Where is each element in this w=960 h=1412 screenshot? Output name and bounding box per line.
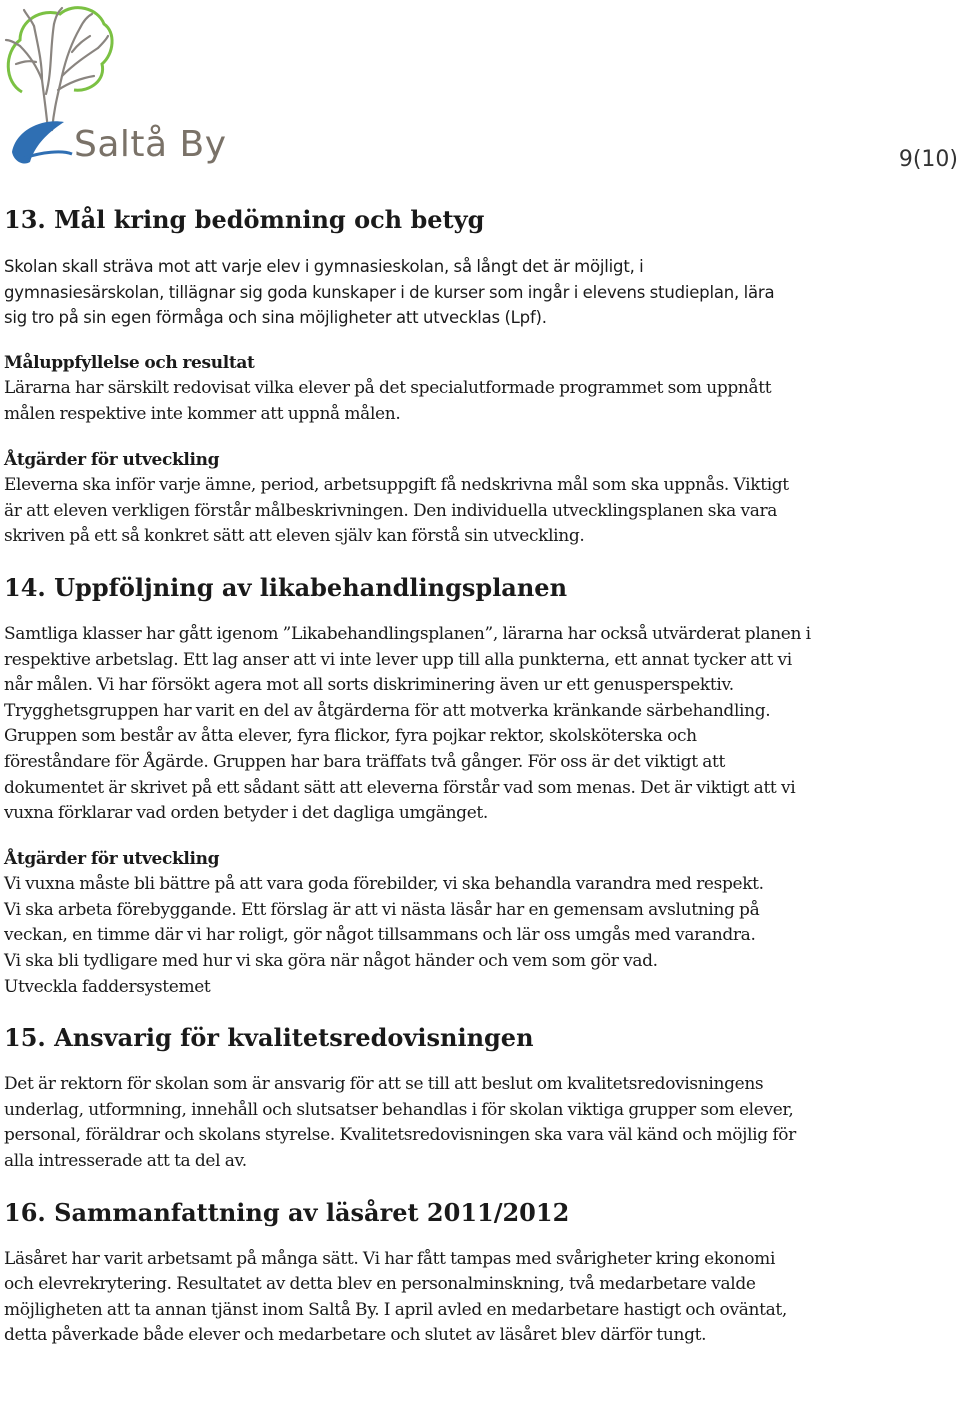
section-16-body [4, 1247, 952, 1349]
subheading-actions: Åtgärder för utveckling [4, 848, 220, 869]
text-line: dokumentet är skrivet på ett sådant sätt att eleverna förstår vad som menas. Det är viktigt att vi [4, 777, 796, 798]
section-heading-15: 15. Ansvarig för kvalitetsredovisningen [4, 1023, 534, 1053]
saltaby-logo [2, 2, 227, 174]
text-line: föreståndare för Ågärde. Gruppen har bara träffats två gånger. För oss är det viktigt att [4, 751, 725, 772]
section-heading-14: 14. Uppföljning av likabehandlingsplanen [4, 572, 568, 602]
text-line: vuxna förklarar vad orden betyder i det dagliga umgänget. [4, 803, 488, 824]
text-line: gymnasiesärskolan, tillägnar sig goda kunskaper i de kurser som ingår i elevens studieplan, lära [4, 282, 775, 302]
section-heading-13: 13. Mål kring bedömning och betyg [4, 205, 485, 234]
text-line: Vi ska bli tydligare med hur vi ska göra när något händer och vem som gör vad. [4, 951, 658, 972]
section-heading-16: 16. Sammanfattning av läsåret 2011/2012 [4, 1197, 570, 1227]
text-line: veckan, en timme där vi har roligt, gör något tillsammans och lär oss umgås med varandra. [4, 925, 756, 946]
text-line: är att eleven verkligen förstår målbeskrivningen. Den individuella utvecklingsplanen ska vara [4, 500, 778, 521]
text-line: Vi vuxna måste bli bättre på att vara goda förebilder, vi ska behandla varandra med respekt. [4, 874, 764, 895]
text-line: Läsåret har varit arbetsamt på många sätt. Vi har fått tampas med svårigheter kring ekonomi [4, 1248, 776, 1269]
section-14-actions [4, 847, 952, 1001]
text-line: alla intresserade att ta del av. [4, 1151, 247, 1172]
logo-wordmark: Saltå By [74, 124, 227, 165]
text-line: Eleverna ska inför varje ämne, period, arbetsuppgift få nedskrivna mål som ska uppnås. Viktigt [4, 475, 789, 496]
text-line: Utveckla faddersystemet [4, 976, 211, 997]
text-line: Trygghetsgruppen har varit en del av åtgärderna för att motverka kränkande särbehandling. [4, 700, 771, 721]
section-15-body [4, 1072, 952, 1174]
text-line: når målen. Vi har försökt agera mot all sorts diskriminering även ur ett genusperspektiv. [4, 675, 734, 696]
text-line: Det är rektorn för skolan som är ansvarig för att se till att beslut om kvalitetsredovisningens [4, 1074, 764, 1095]
text-line: Lärarna har särskilt redovisat vilka elever på det specialutformade programmet som uppnått [4, 378, 772, 399]
text-line: personal, föräldrar och skolans styrelse. Kvalitetsredovisningen ska vara väl känd och möjlig för [4, 1125, 796, 1146]
text-line: Skolan skall sträva mot att varje elev i gymnasieskolan, så långt det är möjligt, i [4, 257, 644, 276]
document-body [4, 204, 952, 1369]
section-13-intro [4, 254, 952, 331]
text-line: Samtliga klasser har gått igenom ”Likabehandlingsplanen”, lärarna har också utvärderat planen i [4, 623, 811, 644]
text-line: underlag, utformning, innehåll och slutsatser behandlas i för skolan viktiga grupper som elever, [4, 1099, 794, 1120]
text-line: Vi ska arbeta förebyggande. Ett förslag är att vi nästa läsår har en gemensam avslutning på [4, 899, 760, 920]
section-14-body [4, 622, 952, 827]
text-line: målen respektive inte kommer att uppnå målen. [4, 403, 401, 424]
page-number: 9(10) [898, 147, 958, 172]
section-13-results [4, 351, 952, 428]
text-line: detta påverkade både elever och medarbetare och slutet av läsåret blev därför tungt. [4, 1325, 707, 1346]
text-line: respektive arbetslag. Ett lag anser att vi inte lever upp till alla punkterna, ett annat tycker att vi [4, 649, 792, 670]
section-13-actions [4, 448, 952, 550]
text-line: sig tro på sin egen förmåga och sina möjligheter att utvecklas (Lpf). [4, 308, 547, 328]
text-line: och elevrekrytering. Resultatet av detta blev en personalminskning, två medarbetare valde [4, 1274, 756, 1295]
text-line: möjligheten att ta annan tjänst inom Saltå By. I april avled en medarbetare hastigt och oväntat, [4, 1299, 787, 1320]
subheading-results: Måluppfyllelse och resultat [4, 352, 255, 373]
text-line: skriven på ett så konkret sätt att eleven själv kan förstå sin utveckling. [4, 526, 585, 547]
subheading-actions: Åtgärder för utveckling [4, 449, 220, 470]
text-line: Gruppen som består av åtta elever, fyra flickor, fyra pojkar rektor, skolsköterska och [4, 726, 697, 747]
